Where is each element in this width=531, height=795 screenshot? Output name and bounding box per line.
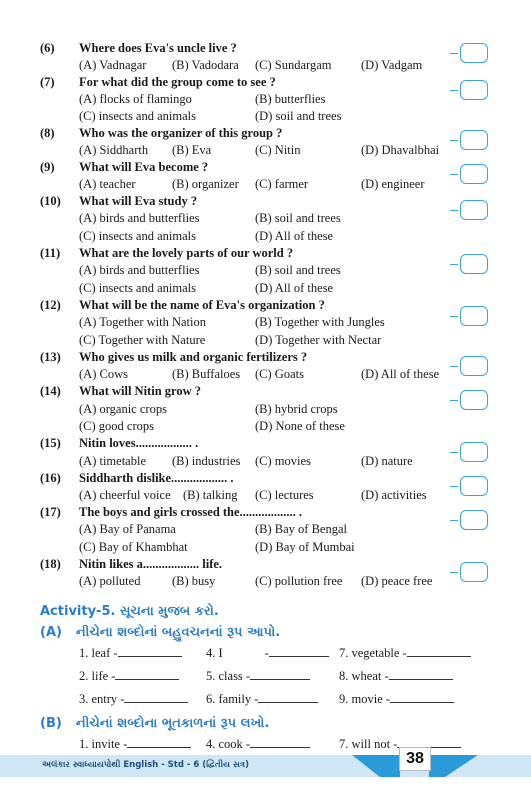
footer-bottom xyxy=(0,777,531,795)
option-a: (A) teacher xyxy=(79,177,136,191)
option-d: (D) activities xyxy=(361,488,427,502)
question-number: (14) xyxy=(40,384,61,398)
option-d: (D) Vadgam xyxy=(361,58,423,72)
option-c: (C) Goats xyxy=(255,367,304,381)
option-c: (C) pollution free xyxy=(255,574,343,588)
option-c: (C) Bay of Khambhat xyxy=(79,540,188,554)
answer-dash xyxy=(450,316,458,317)
option-b: (B) busy xyxy=(172,574,216,588)
answer-dash xyxy=(450,140,458,141)
option-a: (A) Bay of Panama xyxy=(79,522,176,536)
question-text: Nitin loves.................. . xyxy=(79,436,199,450)
option-a: (A) Together with Nation xyxy=(79,315,206,329)
question-number: (9) xyxy=(40,160,55,174)
answer-line[interactable] xyxy=(390,692,454,703)
fill-item: 5. class - xyxy=(206,669,310,684)
footer-book-title: અલંકાર સ્વાધ્યાયપોથી English - Std - 6 (દ્વિતીય સત્ર) xyxy=(42,760,249,770)
question-number: (15) xyxy=(40,436,61,450)
option-a: (A) Cows xyxy=(79,367,128,381)
section-a-heading xyxy=(40,625,280,640)
answer-line[interactable] xyxy=(389,669,453,680)
option-b: (B) Vadodara xyxy=(172,58,239,72)
option-d: (D) nature xyxy=(361,454,413,468)
fill-item: 3. entry - xyxy=(79,692,188,707)
option-a: (A) polluted xyxy=(79,574,141,588)
option-c: (C) insects and animals xyxy=(79,281,196,295)
option-b: (B) soil and trees xyxy=(255,211,341,225)
option-d: (D) Together with Nectar xyxy=(255,333,382,347)
answer-dash xyxy=(450,210,458,211)
option-a: (A) birds and butterflies xyxy=(79,263,200,277)
section-b-heading xyxy=(40,716,269,731)
activity-title: Activity-5. સૂચના મુજબ કરો. xyxy=(40,604,219,619)
option-d: (D) Dhavalbhai xyxy=(361,143,440,157)
fill-item: 4. I - xyxy=(206,646,329,661)
fill-item: 8. wheat - xyxy=(339,669,453,684)
option-a: (A) timetable xyxy=(79,454,146,468)
option-d: (D) soil and trees xyxy=(255,109,342,123)
question-text: Who was the organizer of this group ? xyxy=(79,126,283,140)
section-instruction: નીચેનાં શબ્દોના ભૂતકાળનાં રૂપ લખો. xyxy=(76,716,270,731)
option-d: (D) engineer xyxy=(361,177,425,191)
section-label: (B) xyxy=(40,716,62,731)
question-text: Who gives us milk and organic fertilizers ? xyxy=(79,350,308,364)
answer-box-12[interactable] xyxy=(460,306,488,326)
option-b: (B) organizer xyxy=(172,177,239,191)
option-d: (D) Bay of Mumbai xyxy=(255,540,355,554)
option-c: (C) farmer xyxy=(255,177,309,191)
fill-item: 1. invite - xyxy=(79,737,191,752)
answer-line[interactable] xyxy=(258,692,318,703)
option-b: (B) Together with Jungles xyxy=(255,315,385,329)
question-text: Siddharth dislike.................. . xyxy=(79,471,234,485)
question-number: (16) xyxy=(40,471,61,485)
option-b: (B) talking xyxy=(183,488,238,502)
answer-box-13[interactable] xyxy=(460,356,488,376)
question-text: What will Eva study ? xyxy=(79,194,198,208)
option-c: (C) Nitin xyxy=(255,143,301,157)
question-number: (13) xyxy=(40,350,61,364)
answer-line[interactable] xyxy=(269,646,329,657)
option-c: (C) good crops xyxy=(79,419,154,433)
option-c: (C) lectures xyxy=(255,488,314,502)
option-d: (D) peace free xyxy=(361,574,433,588)
answer-dash xyxy=(450,486,458,487)
question-text: The boys and girls crossed the.................. . xyxy=(79,505,303,519)
answer-dash xyxy=(450,366,458,367)
question-text: Where does Eva's uncle live ? xyxy=(79,41,237,55)
option-c: (C) insects and animals xyxy=(79,109,196,123)
answer-dash xyxy=(450,452,458,453)
question-text: What are the lovely parts of our world ? xyxy=(79,246,294,260)
fill-item: 9. movie - xyxy=(339,692,454,707)
answer-box-6[interactable] xyxy=(460,43,488,63)
option-b: (B) Eva xyxy=(172,143,212,157)
question-number: (6) xyxy=(40,41,55,55)
option-a: (A) cheerful voice xyxy=(79,488,171,502)
section-label: (A) xyxy=(40,625,62,640)
option-c: (C) movies xyxy=(255,454,311,468)
question-number: (7) xyxy=(40,75,55,89)
question-text: What will Eva become ? xyxy=(79,160,209,174)
option-b: (B) hybrid crops xyxy=(255,402,338,416)
answer-dash xyxy=(450,400,458,401)
option-b: (B) industries xyxy=(172,454,241,468)
option-d: (D) All of these xyxy=(361,367,440,381)
answer-line[interactable] xyxy=(115,669,179,680)
option-b: (B) butterflies xyxy=(255,92,326,106)
fill-item: 4. cook - xyxy=(206,737,310,752)
answer-box-15[interactable] xyxy=(460,442,488,462)
option-b: (B) Buffaloes xyxy=(172,367,241,381)
answer-line[interactable] xyxy=(118,646,182,657)
option-d: (D) All of these xyxy=(255,229,334,243)
fill-item: 7. will not - xyxy=(339,737,461,752)
option-d: (D) All of these xyxy=(255,281,334,295)
answer-dash xyxy=(450,572,458,573)
answer-line[interactable] xyxy=(250,737,310,748)
answer-box-8[interactable] xyxy=(460,130,488,150)
fill-item: 7. vegetable - xyxy=(339,646,471,661)
option-d: (D) None of these xyxy=(255,419,345,433)
answer-box-9[interactable] xyxy=(460,164,488,184)
question-text: For what did the group come to see ? xyxy=(79,75,276,89)
question-text: Nitin likes a.................. life. xyxy=(79,557,223,571)
question-text: What will be the name of Eva's organization ? xyxy=(79,298,325,312)
question-number: (18) xyxy=(40,557,61,571)
question-number: (10) xyxy=(40,194,61,208)
question-text: What will Nitin grow ? xyxy=(79,384,201,398)
question-number: (8) xyxy=(40,126,55,140)
question-number: (17) xyxy=(40,505,61,519)
option-a: (A) birds and butterflies xyxy=(79,211,200,225)
fill-item: 1. leaf - xyxy=(79,646,182,661)
answer-box-16[interactable] xyxy=(460,476,488,496)
answer-box-17[interactable] xyxy=(460,510,488,530)
fill-item: 6. family - xyxy=(206,692,318,707)
answer-line[interactable] xyxy=(124,692,188,703)
answer-dash xyxy=(450,90,458,91)
answer-box-18[interactable] xyxy=(460,562,488,582)
question-number: (12) xyxy=(40,298,61,312)
answer-dash xyxy=(450,520,458,521)
page-footer xyxy=(0,750,531,795)
fill-item: 2. life - xyxy=(79,669,179,684)
answer-box-14[interactable] xyxy=(460,390,488,410)
answer-box-7[interactable] xyxy=(460,80,488,100)
option-b: (B) Bay of Bengal xyxy=(255,522,347,536)
option-c: (C) Sundargam xyxy=(255,58,332,72)
answer-box-11[interactable] xyxy=(460,254,488,274)
option-a: (A) Vadnagar xyxy=(79,58,147,72)
page-number: 38 xyxy=(399,747,431,771)
option-a: (A) flocks of flamingo xyxy=(79,92,192,106)
option-c: (C) insects and animals xyxy=(79,229,196,243)
answer-box-10[interactable] xyxy=(460,200,488,220)
option-a: (A) organic crops xyxy=(79,402,167,416)
option-c: (C) Together with Nature xyxy=(79,333,206,347)
answer-dash xyxy=(450,264,458,265)
answer-line[interactable] xyxy=(407,646,471,657)
answer-line[interactable] xyxy=(250,669,310,680)
answer-dash xyxy=(450,174,458,175)
question-number: (11) xyxy=(40,246,61,260)
section-instruction: નીચેના શબ્દોનાં બહુવચનનાં રૂપ આપો. xyxy=(76,625,281,640)
answer-line[interactable] xyxy=(127,737,191,748)
option-b: (B) soil and trees xyxy=(255,263,341,277)
option-a: (A) Siddharth xyxy=(79,143,149,157)
answer-dash xyxy=(450,53,458,54)
